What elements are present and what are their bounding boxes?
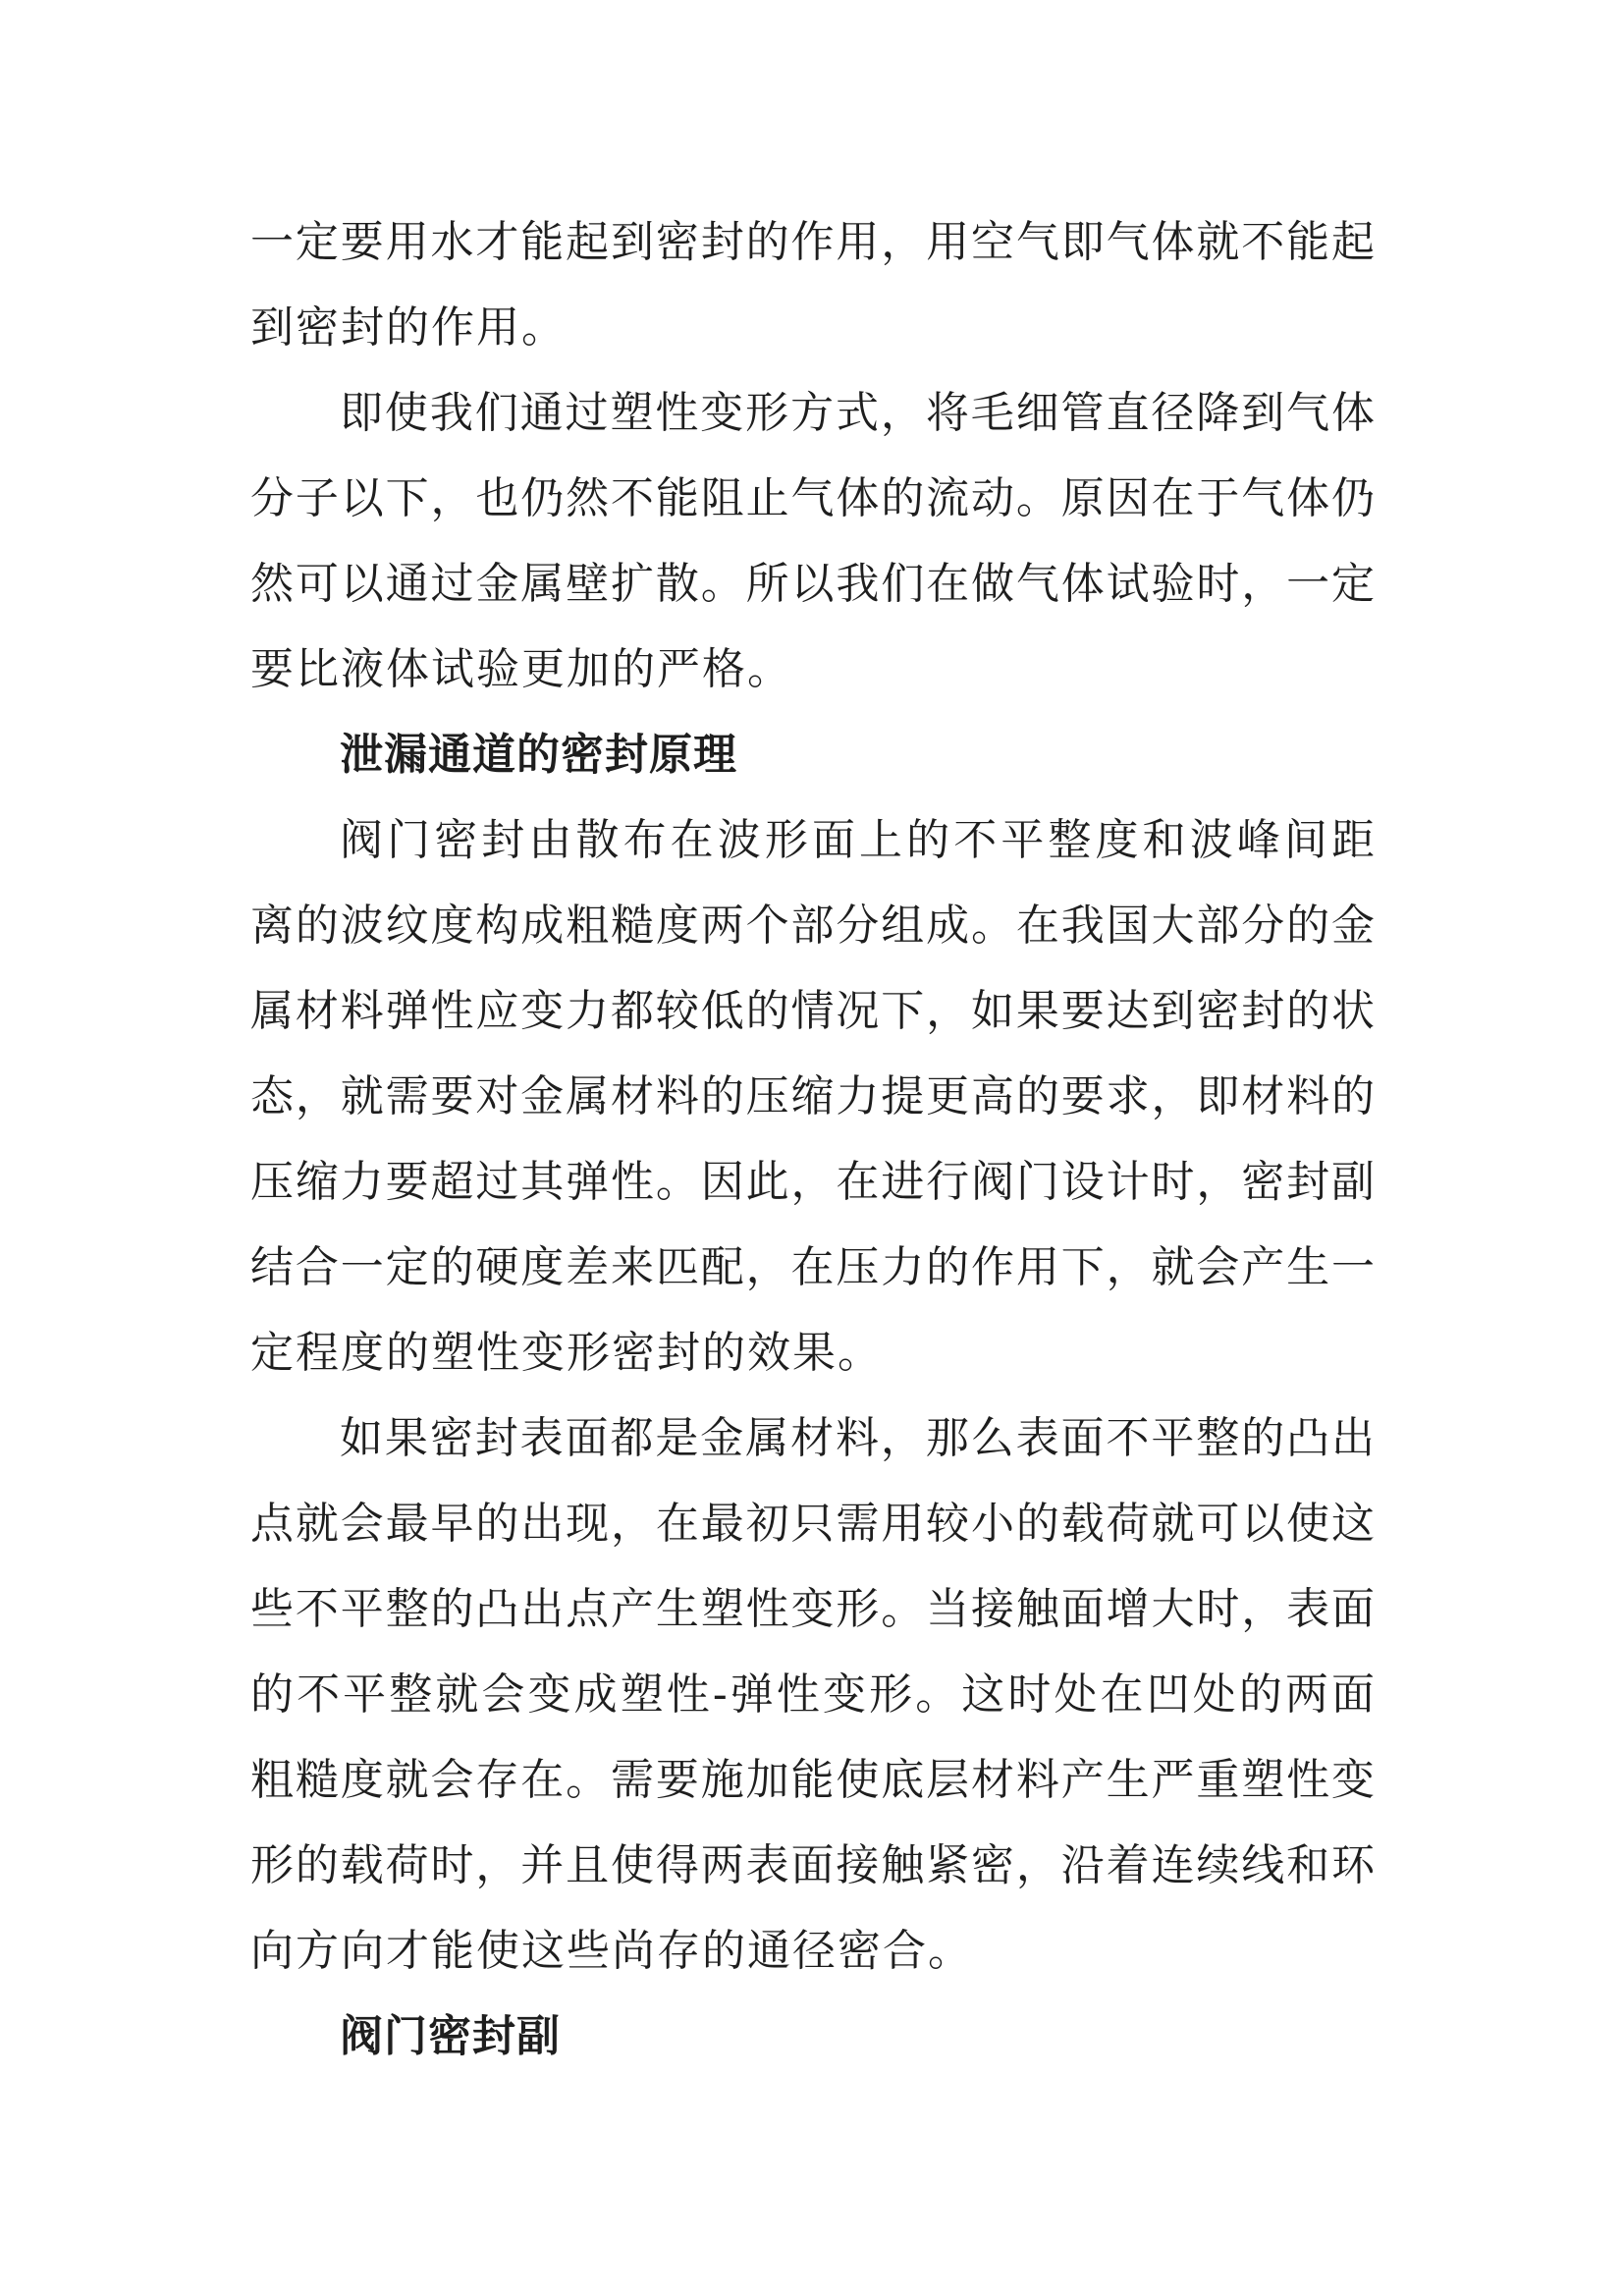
text-line: 压缩力要超过其弹性。因此，在进行阀门设计时，密封副 [250, 1157, 1375, 1207]
text-line: 粗糙度就会存在。需要施加能使底层材料产生严重塑性变 [250, 1755, 1375, 1805]
text-line: 的不平整就会变成塑性-弹性变形。这时处在凹处的两面 [250, 1669, 1375, 1720]
text-line: 形的载荷时，并且使得两表面接触紧密，沿着连续线和环 [250, 1840, 1375, 1890]
text-line: 定程度的塑性变形密封的效果。 [250, 1328, 883, 1378]
text-line: 分子以下，也仍然不能阻止气体的流动。原因在于气体仍 [250, 473, 1375, 523]
text-line: 如果密封表面都是金属材料，那么表面不平整的凸出 [340, 1413, 1375, 1463]
text-line: 向方向才能使这些尚存的通径密合。 [250, 1926, 973, 1976]
paragraph [250, 797, 1375, 1395]
text-line: 结合一定的硬度差来匹配，在压力的作用下，就会产生一 [250, 1242, 1375, 1292]
document-body [250, 199, 1375, 2079]
text-line: 属材料弹性应变力都较低的情况下，如果要达到密封的状 [250, 986, 1375, 1036]
section-heading [250, 1994, 1375, 2079]
text-line: 一定要用水才能起到密封的作用，用空气即气体就不能起 [250, 217, 1375, 267]
text-line: 点就会最早的出现，在最初只需用较小的载荷就可以使这 [250, 1499, 1375, 1549]
paragraph [250, 370, 1375, 712]
text-line: 到密封的作用。 [250, 302, 567, 353]
heading-line: 阀门密封副 [340, 2011, 561, 2061]
text-line: 阀门密封由散布在波形面上的不平整度和波峰间距 [340, 815, 1375, 865]
text-line: 要比液体试验更加的严格。 [250, 644, 792, 694]
heading-line: 泄漏通道的密封原理 [340, 730, 737, 780]
text-line: 些不平整的凸出点产生塑性变形。当接触面增大时，表面 [250, 1584, 1375, 1634]
section-heading [250, 712, 1375, 797]
paragraph [250, 199, 1375, 370]
paragraph [250, 1395, 1375, 1994]
text-line: 即使我们通过塑性变形方式，将毛细管直径降到气体 [340, 388, 1375, 438]
text-line: 离的波纹度构成粗糙度两个部分组成。在我国大部分的金 [250, 901, 1375, 951]
text-line: 态，就需要对金属材料的压缩力提更高的要求，即材料的 [250, 1071, 1375, 1121]
text-line: 然可以通过金属壁扩散。所以我们在做气体试验时，一定 [250, 559, 1375, 609]
